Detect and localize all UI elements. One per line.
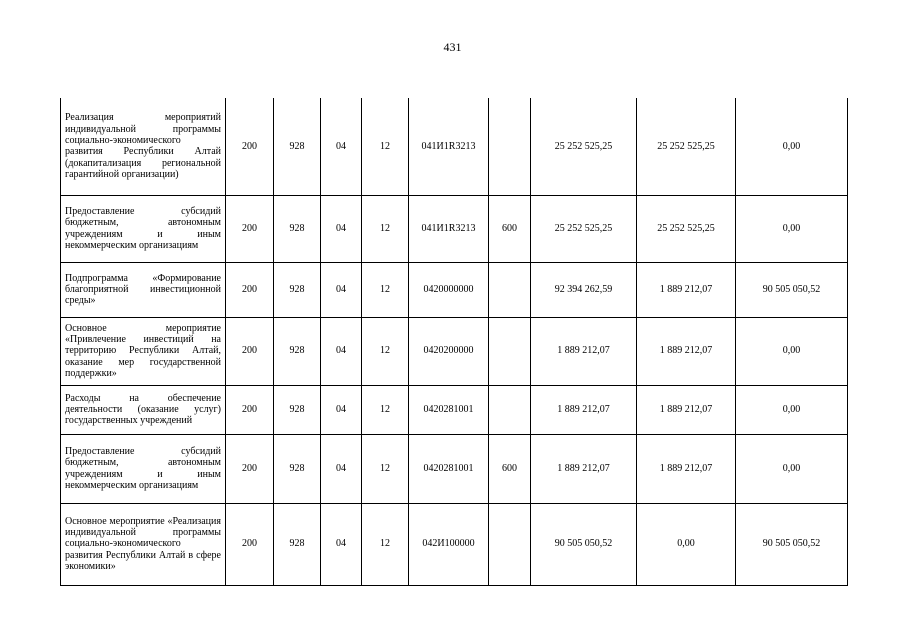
cell-section: 04 [321,434,362,503]
cell-sum-a: 0,00 [637,503,736,585]
cell-target: 041И1R3213 [409,195,489,262]
cell-sum-total: 90 505 050,52 [531,503,637,585]
cell-subsection: 12 [362,385,409,434]
cell-vr [489,98,531,195]
cell-sum-b: 0,00 [736,385,848,434]
table-row [61,195,848,262]
cell-ministry: 928 [274,503,321,585]
row-name: Предоставление субсидий бюджетным, автономным учреждениям и иным некоммерческим организациям [61,195,226,262]
cell-sum-b: 0,00 [736,434,848,503]
row-name: Подпрограмма «Формирование благоприятной инвестиционной среды» [61,262,226,317]
row-name: Расходы на обеспечение деятельности (оказание услуг) государственных учреждений [61,385,226,434]
cell-subsection: 12 [362,195,409,262]
cell-sum-b: 90 505 050,52 [736,503,848,585]
cell-target: 041И1R3213 [409,98,489,195]
table-row [61,262,848,317]
cell-sum-a: 1 889 212,07 [637,434,736,503]
table-row [61,98,848,195]
cell-ministry: 928 [274,317,321,385]
cell-sum-total: 92 394 262,59 [531,262,637,317]
cell-section: 04 [321,385,362,434]
cell-target: 0420000000 [409,262,489,317]
cell-grbs: 200 [226,434,274,503]
cell-subsection: 12 [362,262,409,317]
cell-section: 04 [321,195,362,262]
row-name: Реализация мероприятий индивидуальной программы социально-экономического развития Республики Алтай (докапитализация региональной гарантийной организации) [61,98,226,195]
row-name: Предоставление субсидий бюджетным, автономным учреждениям и иным некоммерческим организациям [61,434,226,503]
row-name: Основное мероприятие «Реализация индивидуальной программы социально-экономического развития Республики Алтай в сфере экономики» [61,503,226,585]
cell-sum-a: 1 889 212,07 [637,317,736,385]
cell-vr [489,385,531,434]
cell-sum-a: 1 889 212,07 [637,262,736,317]
cell-section: 04 [321,98,362,195]
cell-vr: 600 [489,195,531,262]
cell-sum-total: 25 252 525,25 [531,98,637,195]
cell-ministry: 928 [274,434,321,503]
cell-subsection: 12 [362,317,409,385]
cell-ministry: 928 [274,98,321,195]
page-number: 431 [443,40,462,54]
cell-sum-a: 25 252 525,25 [637,195,736,262]
cell-ministry: 928 [274,195,321,262]
table-row [61,385,848,434]
cell-subsection: 12 [362,98,409,195]
table-row [61,503,848,585]
cell-target: 0420281001 [409,385,489,434]
cell-grbs: 200 [226,98,274,195]
cell-grbs: 200 [226,195,274,262]
cell-grbs: 200 [226,385,274,434]
table-row [61,434,848,503]
cell-subsection: 12 [362,434,409,503]
cell-grbs: 200 [226,503,274,585]
cell-grbs: 200 [226,317,274,385]
cell-sum-total: 1 889 212,07 [531,385,637,434]
cell-target: 042И100000 [409,503,489,585]
cell-target: 0420200000 [409,317,489,385]
cell-sum-total: 1 889 212,07 [531,317,637,385]
cell-section: 04 [321,503,362,585]
cell-vr: 600 [489,434,531,503]
cell-vr [489,262,531,317]
cell-vr [489,317,531,385]
cell-section: 04 [321,317,362,385]
cell-target: 0420281001 [409,434,489,503]
cell-subsection: 12 [362,503,409,585]
row-name: Основное мероприятие «Привлечение инвестиций на территорию Республики Алтай, оказание мер государственной поддержки» [61,317,226,385]
cell-sum-b: 90 505 050,52 [736,262,848,317]
cell-sum-a: 1 889 212,07 [637,385,736,434]
cell-grbs: 200 [226,262,274,317]
cell-section: 04 [321,262,362,317]
cell-sum-b: 0,00 [736,195,848,262]
cell-vr [489,503,531,585]
cell-sum-a: 25 252 525,25 [637,98,736,195]
cell-ministry: 928 [274,262,321,317]
cell-ministry: 928 [274,385,321,434]
budget-table [60,98,848,586]
cell-sum-b: 0,00 [736,317,848,385]
cell-sum-b: 0,00 [736,98,848,195]
cell-sum-total: 1 889 212,07 [531,434,637,503]
cell-sum-total: 25 252 525,25 [531,195,637,262]
table-row [61,317,848,385]
